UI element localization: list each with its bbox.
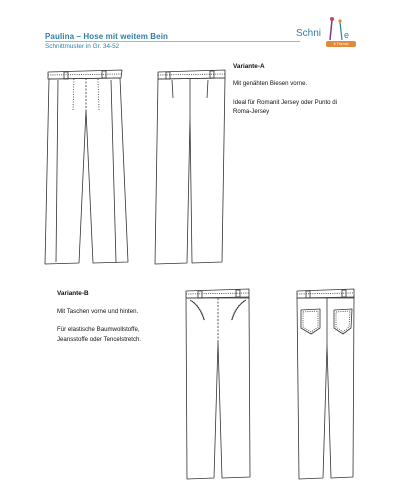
variant-a-back-drawing <box>155 70 225 264</box>
variant-a-heading: Variante-A <box>233 63 265 70</box>
logo-badge: & Friends <box>326 41 356 47</box>
variant-b-description: Mit Taschen vorne und hinten. <box>57 308 139 315</box>
variant-b-front-drawing <box>186 289 250 479</box>
variant-b-fabric-line2: Jeansstoffe oder Tencelstretch. <box>57 336 142 343</box>
logo-wordmark: Schni <box>296 28 322 39</box>
variant-a-front-drawing <box>45 70 128 264</box>
variant-a-description: Mit genähten Biesen vorne. <box>233 80 308 87</box>
page-title: Paulina – Hose mit weitem Bein <box>45 32 169 41</box>
variant-a-fabric-line1: Ideal für Romanit Jersey oder Punto di <box>233 99 337 106</box>
variant-b-fabric-line1: Für elastische Baumwollstoffe, <box>57 326 140 333</box>
variant-b-back-drawing <box>297 289 354 479</box>
variant-a-fabric-line2: Roma-Jersey <box>233 108 270 115</box>
svg-text:e: e <box>344 30 350 40</box>
variant-b-heading: Variante-B <box>57 290 89 297</box>
page-subtitle: Schnittmuster in Gr. 34-52 <box>45 43 120 50</box>
